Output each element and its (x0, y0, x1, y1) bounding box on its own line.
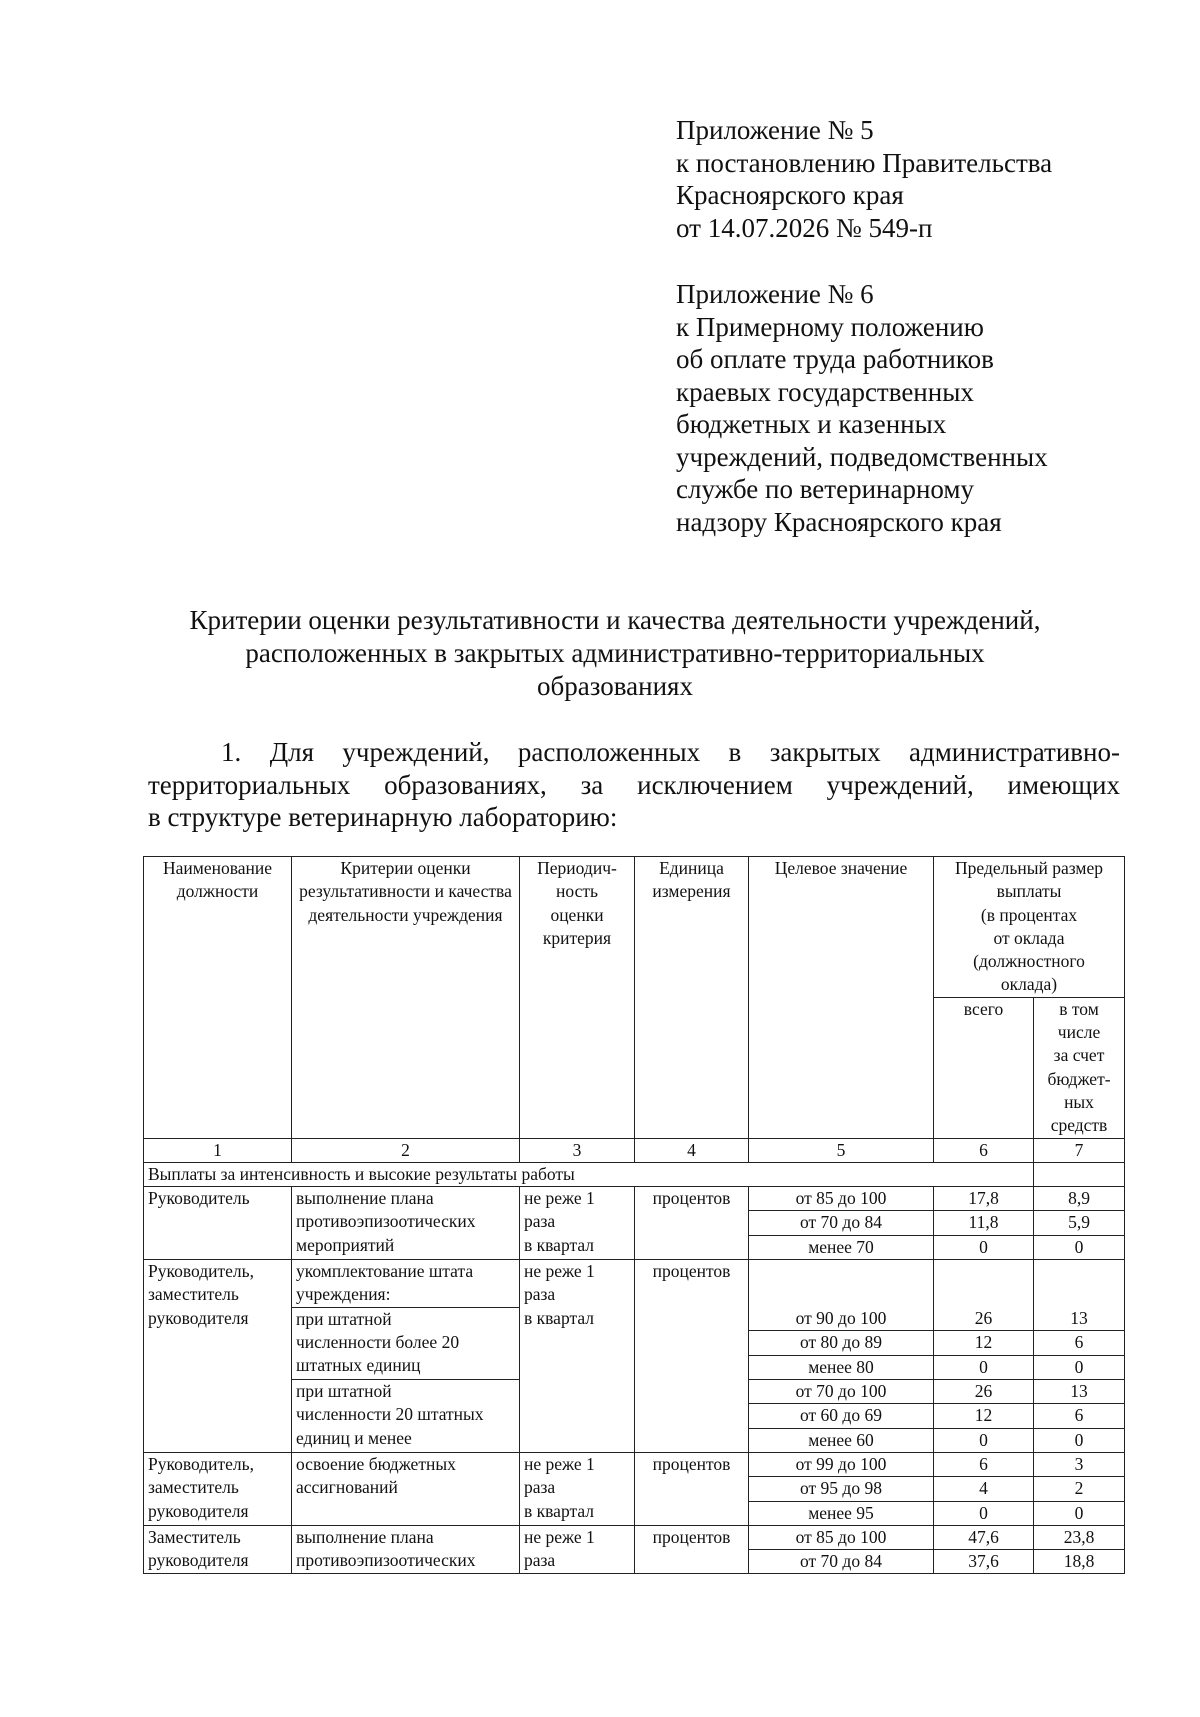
cell-target: от 70 до 84 (749, 1211, 934, 1235)
cell-criteria: при штатной численности более 20 штатных единиц (292, 1307, 520, 1379)
cell-period: не реже 1 раза в квартал (520, 1260, 635, 1453)
cell-budget: 3 (1034, 1452, 1125, 1476)
header-unit: Единица измерения (635, 857, 749, 1139)
cell-total: 6 (934, 1452, 1034, 1476)
cell-budget: 0 (1034, 1235, 1125, 1259)
paragraph-line: 1. Для учреждений, расположенных в закрытых административно- (221, 737, 1120, 767)
cell-criteria: при штатной численности 20 штатных единиц и менее (292, 1380, 520, 1453)
cell-target: от 60 до 69 (749, 1404, 934, 1428)
cell-target: менее 80 (749, 1355, 934, 1379)
cell-period: не реже 1 раза в квартал (520, 1187, 635, 1260)
cell-total: 26 (934, 1380, 1034, 1404)
column-number: 1 (144, 1138, 292, 1162)
appendix-6-line: об оплате труда работников (676, 344, 994, 374)
document-title (150, 604, 1080, 703)
cell-target: менее 95 (749, 1501, 934, 1525)
cell-budget: 23,8 (1034, 1525, 1125, 1549)
appendix-5-block (676, 114, 1156, 244)
table-header-row (144, 857, 1125, 998)
criteria-table (143, 856, 1125, 1574)
header-total: всего (934, 997, 1034, 1138)
cell-budget: 5,9 (1034, 1211, 1125, 1235)
cell-target: от 70 до 84 (749, 1550, 934, 1574)
cell-empty (1034, 1260, 1125, 1308)
appendix-6-line: учреждений, подведомственных (676, 441, 1048, 472)
cell-target: от 85 до 100 (749, 1525, 934, 1549)
cell-total: 17,8 (934, 1187, 1034, 1211)
cell-position: Заместитель руководителя (144, 1525, 292, 1574)
cell-budget: 2 (1034, 1477, 1125, 1501)
cell-budget: 13 (1034, 1380, 1125, 1404)
table-row (144, 1452, 1125, 1476)
column-number: 6 (934, 1138, 1034, 1162)
cell-total: 26 (934, 1307, 1034, 1331)
cell-unit: процентов (635, 1187, 749, 1260)
cell-criteria: укомплектование штата учреждения: (292, 1260, 520, 1308)
appendix-6-line: бюджетных и казенных (676, 409, 947, 439)
cell-period: не реже 1 раза в квартал (520, 1452, 635, 1525)
cell-budget: 0 (1034, 1501, 1125, 1525)
appendix-6-line: краевых государственных (676, 376, 974, 407)
table-row (144, 1525, 1125, 1549)
cell-criteria: освоение бюджетных ассигнований (292, 1452, 520, 1525)
header-target: Целевое значение (749, 857, 934, 1139)
column-number: 5 (749, 1138, 934, 1162)
cell-target: менее 70 (749, 1235, 934, 1259)
header-period: Периодич- ность оценки критерия (520, 857, 635, 1139)
cell-target: от 70 до 100 (749, 1380, 934, 1404)
column-number: 3 (520, 1138, 635, 1162)
cell-target: от 85 до 100 (749, 1187, 934, 1211)
cell-total: 12 (934, 1404, 1034, 1428)
table-row (144, 1260, 1125, 1308)
cell-unit: процентов (635, 1260, 749, 1453)
cell-target: менее 60 (749, 1428, 934, 1452)
cell-position: Руководитель (144, 1187, 292, 1260)
appendix-6-line: Приложение № 6 (676, 279, 874, 309)
cell-budget: 0 (1034, 1428, 1125, 1452)
cell-budget: 18,8 (1034, 1550, 1125, 1574)
cell-total: 12 (934, 1331, 1034, 1355)
appendix-5-line: Красноярского края (676, 180, 904, 210)
appendix-6-line: службе по ветеринарному (676, 474, 974, 504)
cell-total: 11,8 (934, 1211, 1034, 1235)
cell-empty (934, 1260, 1034, 1308)
cell-budget: 13 (1034, 1307, 1125, 1331)
section-title: Выплаты за интенсивность и высокие результаты работы (144, 1162, 1034, 1186)
appendix-5-line: от 14.07.2026 № 549-п (676, 212, 933, 243)
cell-criteria: выполнение плана противоэпизоотических мероприятий (292, 1187, 520, 1260)
appendix-5-line: Приложение № 5 (676, 115, 874, 145)
column-number: 4 (635, 1138, 749, 1162)
cell-total: 0 (934, 1235, 1034, 1259)
cell-unit: процентов (635, 1452, 749, 1525)
cell-target: от 90 до 100 (749, 1307, 934, 1331)
cell-total: 47,6 (934, 1525, 1034, 1549)
cell-target: от 95 до 98 (749, 1477, 934, 1501)
paragraph-line: в структуре ветеринарную лабораторию: (148, 802, 618, 832)
cell-target: от 80 до 89 (749, 1331, 934, 1355)
section-row (144, 1162, 1125, 1186)
cell-budget: 8,9 (1034, 1187, 1125, 1211)
cell-position: Руководитель, заместитель руководителя (144, 1260, 292, 1453)
column-number: 7 (1034, 1138, 1125, 1162)
document-title-line: расположенных в закрытых административно-территориальных (245, 638, 985, 668)
cell-total: 0 (934, 1355, 1034, 1379)
cell-total: 0 (934, 1501, 1034, 1525)
cell-period: не реже 1 раза (520, 1525, 635, 1574)
column-number: 2 (292, 1138, 520, 1162)
cell-empty (749, 1260, 934, 1308)
header-criteria: Критерии оценки результативности и качества деятельности учреждения (292, 857, 520, 1139)
cell-budget: 6 (1034, 1331, 1125, 1355)
cell-budget: 6 (1034, 1404, 1125, 1428)
cell-total: 0 (934, 1428, 1034, 1452)
document-title-line: Критерии оценки результативности и качества деятельности учреждений, (189, 605, 1041, 635)
header-budget: в том числе за счет бюджет- ных средств (1034, 997, 1125, 1138)
cell-criteria: выполнение плана противоэпизоотических (292, 1525, 520, 1574)
appendix-5-line: к постановлению Правительства (676, 147, 1053, 178)
section-empty-cell (1034, 1162, 1125, 1186)
table-row (144, 1187, 1125, 1211)
paragraph-line: территориальных образованиях, за исключением учреждений, имеющих (148, 769, 1120, 800)
document-title-line: образованиях (537, 671, 693, 701)
appendix-6-line: к Примерному положению (676, 311, 984, 342)
header-position: Наименование должности (144, 857, 292, 1139)
cell-budget: 0 (1034, 1355, 1125, 1379)
cell-unit: процентов (635, 1525, 749, 1574)
cell-total: 37,6 (934, 1550, 1034, 1574)
cell-target: от 99 до 100 (749, 1452, 934, 1476)
appendix-6-block (676, 278, 1156, 538)
header-limit: Предельный размер выплаты (в процентах от оклада (должностного оклада) (934, 857, 1125, 998)
column-number-row (144, 1138, 1125, 1162)
appendix-6-line: надзору Красноярского края (676, 506, 1002, 537)
cell-position: Руководитель, заместитель руководителя (144, 1452, 292, 1525)
cell-total: 4 (934, 1477, 1034, 1501)
intro-paragraph (148, 736, 1120, 834)
